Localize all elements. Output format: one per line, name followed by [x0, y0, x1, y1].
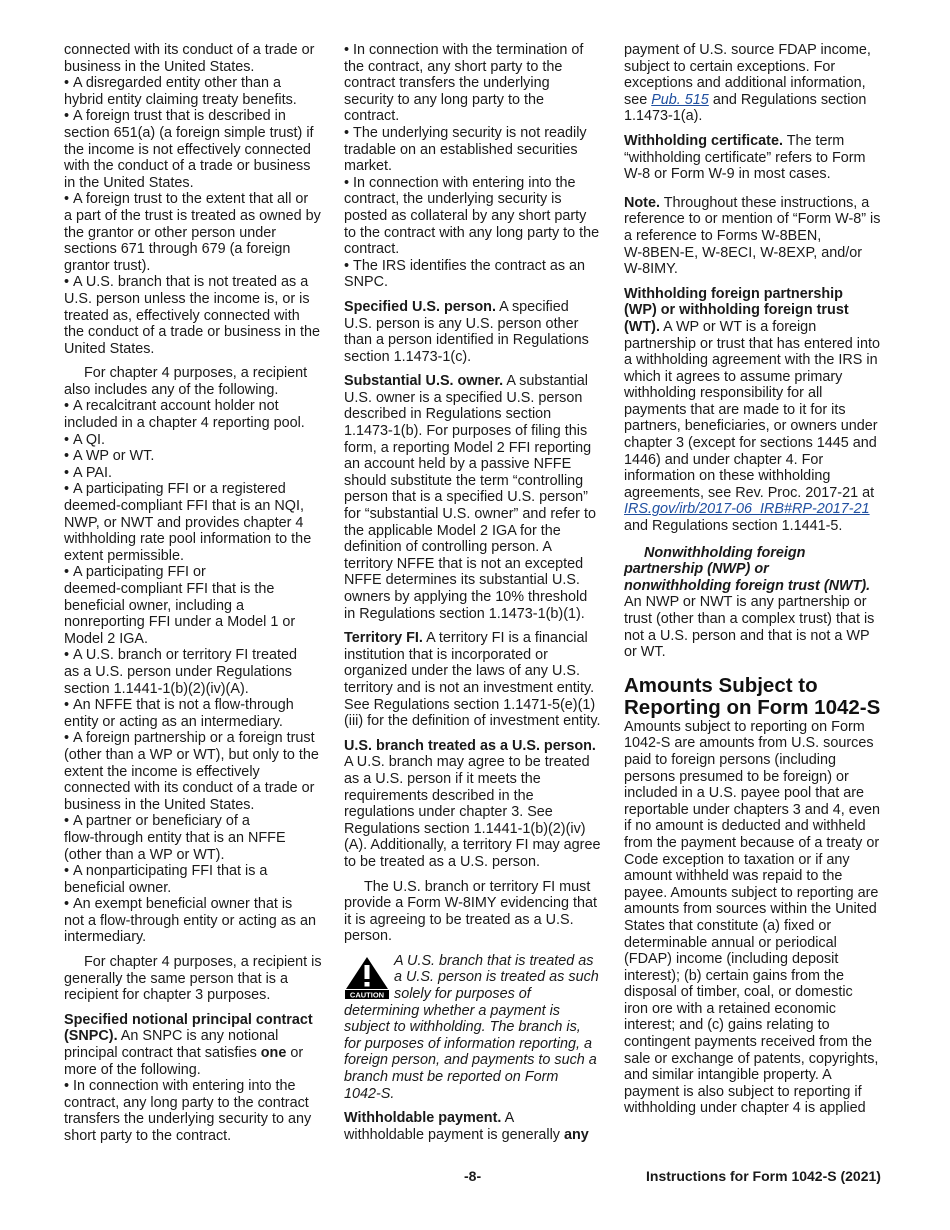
- text-line: disposal of timber, coal, or domestic: [624, 984, 853, 1001]
- text-line: intermediary.: [64, 929, 147, 946]
- text-line: provide a Form W-8IMY evidencing that: [344, 895, 598, 912]
- text-line: contract.: [344, 241, 400, 258]
- text-line: amount withheld was repaid to the: [624, 868, 843, 885]
- text-line: (other than a WP or WT).: [64, 846, 225, 863]
- text-line: institution that is incorporated or: [344, 646, 548, 663]
- bullet-item: [64, 564, 326, 647]
- text-line: the grantor or other person under: [64, 224, 276, 241]
- text-line: the income is not effectively connected: [64, 141, 311, 158]
- paragraph: [344, 879, 606, 945]
- text-run: see: [624, 91, 652, 108]
- page-number: -8-: [464, 1168, 482, 1184]
- snpc-heading-cont: (SNPC).: [64, 1028, 118, 1045]
- text-line: (iii) for the definition of investment entity.: [344, 713, 601, 730]
- specified-us-person-definition: [344, 299, 606, 365]
- text-line: the applicable Model 2 IGA for the: [344, 522, 561, 539]
- text-line: requirements described in the: [344, 787, 534, 804]
- text-line: hybrid entity claiming treaty benefits.: [64, 91, 297, 108]
- column-right: [624, 42, 888, 1125]
- text-line: business in the United States.: [64, 796, 255, 813]
- text-line: • A foreign partnership or a foreign trust: [64, 730, 326, 747]
- text-line: beneficial owner, including a: [64, 597, 245, 614]
- heading-line: Reporting on Form 1042-S: [624, 695, 881, 719]
- text-line: For chapter 4 purposes, a recipient is: [84, 954, 322, 971]
- text-line: partnership or trust that has entered into: [624, 335, 880, 352]
- text-line: • The underlying security is not readily: [344, 125, 606, 142]
- text-line: interest; and (c) gains relating to: [624, 1017, 830, 1034]
- text-line: reference to or mention of “Form W-8” is: [624, 211, 881, 228]
- text-line: [64, 1045, 326, 1062]
- text-block: [344, 647, 606, 730]
- text-line: not a U.S. person and that is not a WP: [624, 627, 870, 644]
- text-line: • In connection with entering into the: [64, 1078, 326, 1095]
- text-run: and Regulations section: [708, 91, 867, 108]
- text-line: more of the following.: [64, 1061, 201, 1078]
- text-line: and Regulations section 1.1441-5.: [624, 518, 843, 535]
- text-line: form, a reporting Model 2 FFI reporting: [344, 439, 592, 456]
- text-line: payments that are made to it for its: [624, 401, 846, 418]
- footer-title: Instructions for Form 1042-S (2021): [646, 1168, 881, 1184]
- bullet-item: [64, 813, 326, 863]
- paragraph: [64, 365, 326, 398]
- text-line: • The IRS identifies the contract as an: [344, 258, 606, 275]
- text-line: 1.1473-1(a).: [624, 108, 703, 125]
- text-line: for purposes of information reporting, a: [344, 1035, 592, 1052]
- bullet-item: [64, 191, 326, 274]
- text-line: • An NFFE that is not a flow-through: [64, 697, 326, 714]
- caution-label: CAUTION: [349, 990, 385, 999]
- text-line: territory NFFE that is not an excepted: [344, 555, 584, 572]
- text-line: connected with its conduct of a trade or: [64, 780, 315, 797]
- text-line: [344, 1110, 606, 1127]
- text-line: • A recalcitrant account holder not: [64, 398, 326, 415]
- text-line: • A participating FFI or: [64, 564, 326, 581]
- text-line: NWP, or NWT and provides chapter 4: [64, 514, 304, 531]
- text-line: person.: [344, 928, 392, 945]
- wp-wt-definition: [624, 286, 888, 535]
- text-run: or: [286, 1045, 304, 1062]
- text-line: section 1.1473-1(c).: [344, 348, 472, 365]
- text-line: market.: [344, 158, 392, 175]
- text-line: • A foreign trust to the extent that all or: [64, 191, 326, 208]
- text-line: nonreporting FFI under a Model 1 or: [64, 614, 296, 631]
- bullet-item: [64, 697, 326, 730]
- bullet-item: [64, 432, 326, 449]
- text-line: iron ore with a retained economic: [624, 1000, 836, 1017]
- text-line: amounts from sources within the United: [624, 901, 877, 918]
- text-run: A territory FI is a financial: [422, 630, 588, 647]
- text-line: [344, 299, 606, 316]
- bullet-item: [64, 448, 326, 465]
- text-line: payment is also subject to reporting if: [624, 1083, 862, 1100]
- note: [624, 195, 888, 278]
- bullet-item: [64, 1078, 326, 1144]
- text-line: connected with its conduct of a trade or: [64, 42, 315, 58]
- text-line: short party to the contract.: [64, 1128, 232, 1144]
- text-line: included in a U.S. payee pool that are: [624, 785, 865, 802]
- text-line: persons presumed to be foreign) or: [624, 768, 849, 785]
- note-heading: Note.: [624, 194, 660, 211]
- definition-heading: U.S. branch treated as a U.S. person.: [344, 737, 596, 754]
- definition-heading: partnership (NWP) or: [624, 561, 769, 578]
- text-line: a part of the trust is treated as owned by: [64, 207, 321, 224]
- text-line: information on these withholding: [624, 468, 831, 485]
- text-line: contract, any long party to the contract: [64, 1094, 309, 1111]
- territory-fi-definition: [344, 630, 606, 730]
- text-line: 1446) and under chapter 4. For: [624, 451, 824, 468]
- text-line: chapter 3 (except for sections 1445 and: [624, 435, 877, 452]
- text-run: withholdable payment is generally: [344, 1126, 564, 1143]
- text-line: deemed-compliant FFI that is the: [64, 581, 275, 597]
- text-line: it is agreeing to be treated as a U.S.: [344, 911, 574, 928]
- text-run: A: [501, 1110, 515, 1127]
- text-line: NFFE determines its substantial U.S.: [344, 572, 580, 589]
- definition-heading: Territory FI.: [344, 630, 423, 647]
- text-line: W-8 or Form W-9 in most cases.: [624, 166, 831, 183]
- bullet-list-snpc-cont: [344, 42, 606, 291]
- text-line: than a person identified in Regulations: [344, 332, 589, 349]
- text-line: foreign person, and payments to such a: [344, 1052, 597, 1069]
- text-line: (FDAP) income (including deposit: [624, 951, 839, 968]
- text-run: An SNPC is any notional: [117, 1028, 279, 1045]
- withholding-certificate-definition: [624, 133, 888, 183]
- text-line: “withholding certificate” refers to Form: [624, 149, 866, 166]
- text-line: generally the same person that is a: [64, 970, 288, 987]
- text-line: a reference to Forms W-8BEN,: [624, 227, 822, 244]
- text-line: the contract, any short party to the: [344, 58, 563, 75]
- text-line: partners, beneficiaries, or owners under: [624, 418, 878, 435]
- text-line: withholding responsibility for all: [624, 385, 823, 402]
- text-line: • A WP or WT.: [64, 448, 326, 465]
- paragraph: [624, 42, 888, 125]
- text-line: to the contract with any long party to the: [344, 224, 600, 241]
- text-line: transfers the underlying security to any: [64, 1111, 312, 1128]
- text-line: 1042-S are amounts from U.S. sources: [624, 735, 874, 752]
- text-line: [624, 501, 888, 518]
- text-line: exceptions and additional information,: [624, 75, 866, 92]
- text-line: branch must be reported on Form: [344, 1069, 559, 1086]
- text-line: business in the United States.: [64, 58, 255, 75]
- text-block: [624, 336, 888, 502]
- text-line: For chapter 4 purposes, a recipient: [84, 365, 308, 382]
- paragraph: [64, 42, 326, 75]
- text-line: extent the income is effectively: [64, 763, 260, 780]
- bullet-list-recipient-chapter4: [64, 398, 326, 946]
- text-run: A WP or WT is a foreign: [659, 318, 817, 335]
- text-run: Throughout these instructions, a: [659, 194, 870, 211]
- bullet-item: [64, 108, 326, 191]
- text-line: [344, 373, 606, 390]
- text-line: [624, 319, 888, 336]
- text-line: also includes any of the following.: [64, 381, 279, 398]
- text-line: flow-through entity that is an NFFE: [64, 829, 286, 846]
- text-line: (other than a WP or WT), but only to the: [64, 746, 319, 763]
- text-line: included in a chapter 4 reporting pool.: [64, 415, 305, 432]
- text-line: grantor trust).: [64, 257, 151, 274]
- definition-heading: Withholding certificate.: [624, 132, 783, 149]
- text-line: contingent payments received from the: [624, 1034, 872, 1051]
- text-line: • A QI.: [64, 432, 326, 449]
- text-line: contract transfers the underlying: [344, 75, 550, 92]
- text-line: A U.S. branch may agree to be treated: [344, 754, 590, 771]
- bullet-item: [344, 42, 606, 125]
- text-line: payee. Amounts subject to reporting are: [624, 884, 879, 901]
- text-line: The U.S. branch or territory FI must: [364, 878, 591, 895]
- text-line: should substitute the term “controlling: [344, 472, 584, 489]
- text-line: entity or acting as an intermediary.: [64, 713, 283, 730]
- bullet-item: [64, 398, 326, 431]
- text-line: United States.: [64, 340, 155, 357]
- substantial-us-owner-definition: [344, 373, 606, 622]
- text-line: reportable under chapters 3 and 4, even: [624, 801, 881, 818]
- text-line: Regulations section 1.1441-1(b)(2)(iv): [344, 820, 586, 837]
- text-line: if no amount is deducted and withheld: [624, 818, 866, 835]
- text-line: extent permissible.: [64, 547, 184, 564]
- text-line: • A U.S. branch that is not treated as a: [64, 274, 326, 291]
- text-line: [344, 630, 606, 647]
- text-line: definition of controlling person. A: [344, 539, 552, 556]
- text-line: [624, 92, 888, 109]
- withholdable-payment-definition: [344, 1110, 606, 1143]
- bullet-item: [344, 258, 606, 291]
- text-run: The term: [782, 132, 845, 149]
- bullet-item: [344, 175, 606, 258]
- text-line: interest); (b) certain gains from the: [624, 967, 844, 984]
- text-line: an account held by a passive NFFE: [344, 456, 572, 473]
- text-line: determining whether a payment is: [344, 1002, 560, 1019]
- text-line: recipient for chapter 3 purposes.: [64, 987, 271, 1004]
- text-line: withholding under chapter 4 is applied: [624, 1100, 866, 1117]
- text-line: U.S. person is any U.S. person other: [344, 315, 579, 332]
- text-line: section 1.1441-1(b)(2)(iv)(A).: [64, 680, 249, 697]
- us-branch-definition: [344, 738, 606, 871]
- definition-heading: Withholdable payment.: [344, 1110, 502, 1127]
- text-line: deemed-compliant FFI that is an NQI,: [64, 498, 304, 515]
- text-line: • A participating FFI or a registered: [64, 481, 326, 498]
- definition-heading: nonwithholding foreign trust (NWT).: [624, 577, 871, 594]
- section-heading: [624, 675, 888, 719]
- column-middle: [344, 42, 606, 1151]
- text-line: sections 671 through 679 (a foreign: [64, 241, 291, 258]
- text-line: section 651(a) (a foreign simple trust) if: [64, 124, 314, 141]
- text-line: • An exempt beneficial owner that is: [64, 896, 326, 913]
- text-line: not a flow-through entity or acting as an: [64, 912, 316, 929]
- column-left: [64, 42, 326, 1145]
- text-line: A U.S. branch that is treated as: [394, 952, 594, 969]
- text-line: described in Regulations section: [344, 406, 552, 423]
- text-line: tradable on an established securities: [344, 141, 578, 158]
- text-line: 1.1473-1(b). For purposes of filing this: [344, 423, 588, 440]
- text-line: as a U.S. person under Regulations: [64, 663, 292, 680]
- text-line: Model 2 IGA.: [64, 630, 148, 647]
- text-line: Code exception to taxation or if any: [624, 851, 850, 868]
- text-line: paid to foreign persons (including: [624, 751, 836, 768]
- bullet-item: [64, 481, 326, 564]
- text-line: See Regulations section 1.1471-5(e)(1): [344, 696, 596, 713]
- text-line: [624, 195, 888, 212]
- text-line: • A PAI.: [64, 465, 326, 482]
- text-line: regulations under chapter 3. See: [344, 804, 553, 821]
- text-line: • A U.S. branch or territory FI treated: [64, 647, 326, 664]
- text-line: U.S. person unless the income is, or is: [64, 290, 310, 307]
- text-line: SNPC.: [344, 274, 388, 291]
- definition-heading: Specified U.S. person.: [344, 298, 496, 315]
- text-line: • In connection with the termination of: [344, 42, 606, 59]
- bullet-item: [64, 274, 326, 357]
- text-line: States that constitute (a) fixed or: [624, 917, 832, 934]
- text-line: a withholding agreement with the IRS in: [624, 352, 878, 369]
- text-line: W-8BEN-E, W-8ECI, W-8EXP, and/or: [624, 244, 863, 261]
- text-line: • In connection with entering into the: [344, 175, 606, 192]
- paragraph: [64, 954, 326, 1004]
- text-line: determinable annual or periodical: [624, 934, 837, 951]
- text-line: U.S. owner is a specified U.S. person: [344, 389, 583, 406]
- bullet-item: [64, 75, 326, 108]
- text-line: • A foreign trust that is described in: [64, 108, 326, 125]
- pub-515-link[interactable]: Pub. 515: [651, 91, 709, 108]
- text-block: [344, 390, 606, 622]
- text-line: owners by applying the 10% threshold: [344, 589, 588, 605]
- text-line: posted as collateral by any short party: [344, 207, 587, 224]
- text-line: 1042-S.: [344, 1085, 395, 1102]
- text-block: [624, 594, 888, 660]
- text-line: to be treated as a U.S. person.: [344, 853, 540, 870]
- text-line: subject to certain exceptions. For: [624, 58, 836, 75]
- text-line: person that is a specified U.S. person”: [344, 489, 588, 506]
- text-line: a U.S. person is treated as such: [394, 969, 599, 986]
- text-line: • A disregarded entity other than a: [64, 75, 326, 92]
- text-line: security to any long party to the: [344, 91, 544, 108]
- emphasis-one: one: [260, 1045, 287, 1062]
- text-line: organized under the laws of any U.S.: [344, 663, 580, 680]
- definition-heading: (WP) or withholding foreign trust: [624, 302, 849, 319]
- text-line: from the payment because of a treaty or: [624, 834, 880, 851]
- bullet-item: [64, 730, 326, 813]
- text-line: An NWP or NWT is any partnership or: [624, 594, 867, 611]
- amounts-paragraph: [624, 719, 888, 1117]
- text-line: • A partner or beneficiary of a: [64, 813, 326, 830]
- bullet-item: [64, 647, 326, 697]
- bullet-item: [64, 465, 326, 482]
- text-line: (A). Additionally, a territory FI may agree: [344, 837, 601, 854]
- text-line: • A nonparticipating FFI that is a: [64, 863, 326, 880]
- text-line: contract, the underlying security is: [344, 191, 562, 208]
- text-line: sale or exchange of patents, copyrights,: [624, 1050, 879, 1067]
- text-line: beneficial owner.: [64, 879, 172, 896]
- definition-heading: Nonwithholding foreign: [644, 544, 806, 561]
- heading-line: Amounts Subject to: [624, 673, 818, 697]
- text-line: in the United States.: [64, 174, 194, 191]
- text-line: with the conduct of a trade or business: [64, 158, 311, 175]
- caution-icon: [344, 955, 390, 999]
- text-block: [344, 879, 606, 945]
- text-line: as a U.S. person if it meets the: [344, 770, 541, 787]
- text-line: [344, 1127, 606, 1144]
- text-line: territory and is not an investment entity.: [344, 679, 595, 696]
- text-line: W-8IMY.: [624, 261, 678, 278]
- text-line: [64, 1028, 326, 1045]
- rev-proc-2017-21-link[interactable]: IRS.gov/irb/2017-06_IRB#RP-2017-21: [624, 501, 870, 518]
- text-line: or WT.: [624, 644, 666, 661]
- text-block: [344, 754, 606, 870]
- bullet-item: [64, 896, 326, 946]
- text-line: agreements, see Rev. Proc. 2017-21 at: [624, 484, 875, 501]
- text-line: and similar intangible property. A: [624, 1067, 832, 1084]
- definition-heading: (WT).: [624, 318, 660, 335]
- snpc-heading: Specified notional principal contract: [64, 1011, 313, 1028]
- bullet-item: [64, 863, 326, 896]
- snpc-definition: [64, 1012, 326, 1078]
- text-line: which it agrees to assume primary: [624, 368, 843, 385]
- emphasis-any: any: [563, 1126, 589, 1143]
- text-line: solely for purposes of: [394, 986, 531, 1003]
- text-run: A specified: [495, 298, 569, 315]
- text-line: trust (other than a complex trust) that is: [624, 611, 875, 627]
- definition-heading: Substantial U.S. owner.: [344, 373, 504, 390]
- text-line: Amounts subject to reporting on Form: [624, 718, 865, 735]
- definition-heading: Withholding foreign partnership: [624, 285, 843, 302]
- text-line: contract.: [344, 108, 400, 125]
- text-line: for “substantial U.S. owner” and refer to: [344, 506, 596, 523]
- text-line: [624, 133, 888, 150]
- text-line: the conduct of a trade or business in the: [64, 324, 320, 341]
- text-run: principal contract that satisfies: [64, 1045, 261, 1062]
- bullet-list-recipient-chapter3: [64, 75, 326, 357]
- bullet-item: [344, 125, 606, 175]
- text-line: payment of U.S. source FDAP income,: [624, 42, 871, 58]
- nwp-nwt-definition: [624, 545, 888, 661]
- bullet-list-snpc: [64, 1078, 326, 1144]
- text-line: withholding rate pool information to the: [64, 531, 312, 548]
- caution-note: [344, 953, 606, 1102]
- text-run: A substantial: [503, 373, 588, 390]
- text-line: subject to withholding. The branch is,: [344, 1019, 581, 1036]
- text-line: treated as, effectively connected with: [64, 307, 300, 324]
- text-line: in Regulations section 1.1473-1(b)(1).: [344, 605, 585, 622]
